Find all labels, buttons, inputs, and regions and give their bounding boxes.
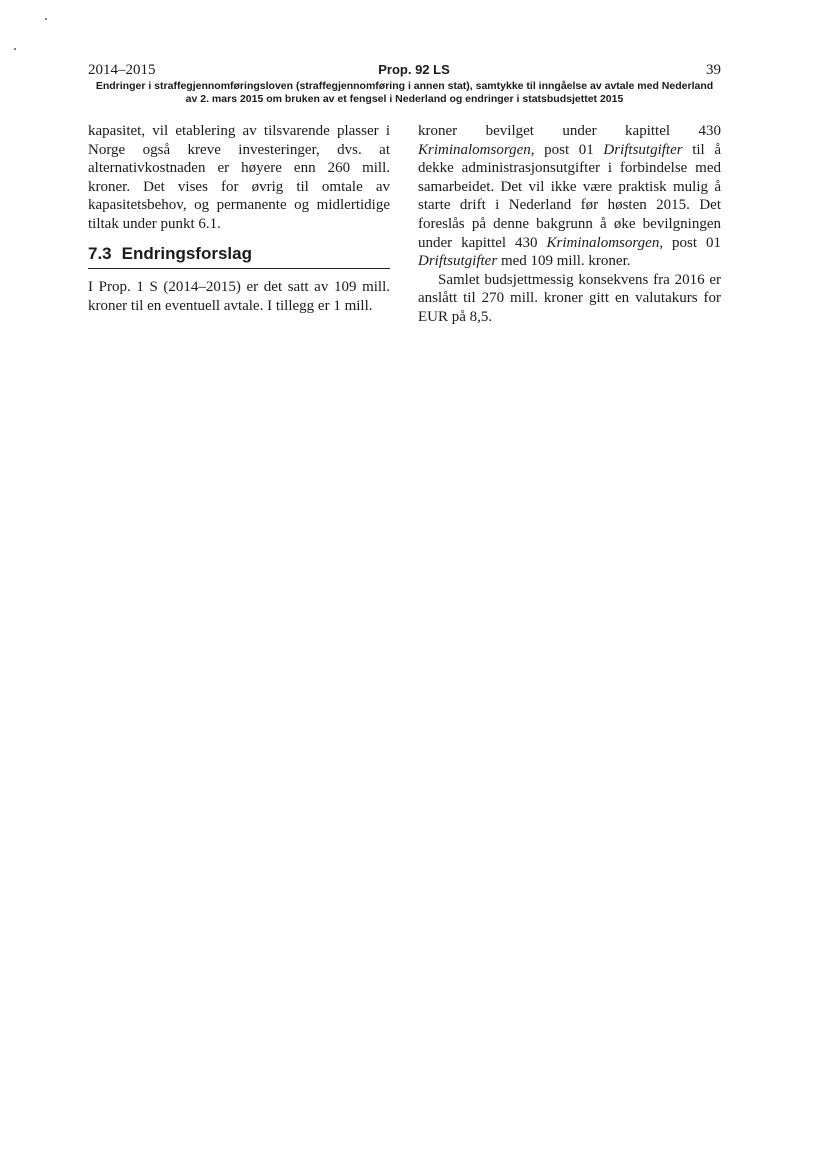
section-number: 7.3 [88,244,112,263]
text-run-italic: Kriminalomsorgen, [418,141,535,158]
left-column [88,122,390,234]
header-document-id: Prop. 92 LS [378,62,450,77]
section-heading [88,244,390,269]
scan-speck [14,48,16,50]
subtitle-line-1: Endringer i straffegjennomføringsloven (straffegjennomføring i annen stat), samtykke til inngåelse av avtale med Nederland [95,80,714,92]
header-years: 2014–2015 [88,62,156,78]
right-paragraph-2: Samlet budsjettmessig konsekvens fra 2016 er anslått til 270 mill. kroner gitt en valutakurs for EUR på 8,5. [418,271,721,325]
text-run: med 109 mill. kroner. [497,253,631,270]
left-paragraph-1: kapasitet, vil etablering av tilsvarende plasser i Norge også kreve investeringer, dvs. at alternativkostnaden er høyere enn 260 mill. kroner. Det vises for øvrig til omtale av kapasitetsbehov, og permanente og midlertidige tiltak under punkt 6.1. [88,123,390,232]
text-run: kroner bevilget under kapittel 430 [418,123,721,139]
left-column-lower [88,278,390,315]
text-run: til å dekke administrasjonsutgifter i forbindelse med samarbeidet. Det vil ikke være praktisk mulig å starte drift i Nederland før høsten 2015. Det foreslås på denne bakgrunn å øke bevilgningen under kapittel 430 [418,141,721,251]
header-page-number: 39 [706,62,721,78]
header-subtitle [88,80,721,106]
right-column [418,122,721,327]
subtitle-line-2: av 2. mars 2015 om bruken av et fengsel i Nederland og endringer i statsbudsjettet 2015 [185,93,624,105]
text-run-italic: Driftsutgifter [603,141,683,158]
text-run-italic: Kriminalomsorgen, [546,234,664,251]
text-run: post 01 [534,141,604,158]
text-run: post 01 [663,234,722,251]
scan-speck [45,18,47,20]
text-run-italic: Driftsutgifter [418,253,498,270]
section-title: Endringsforslag [121,244,252,263]
right-paragraph-1 [418,122,721,271]
left-paragraph-2: I Prop. 1 S (2014–2015) er det satt av 109 mill. kroner til en eventuell avtale. I tillegg er 1 mill. [88,279,390,314]
